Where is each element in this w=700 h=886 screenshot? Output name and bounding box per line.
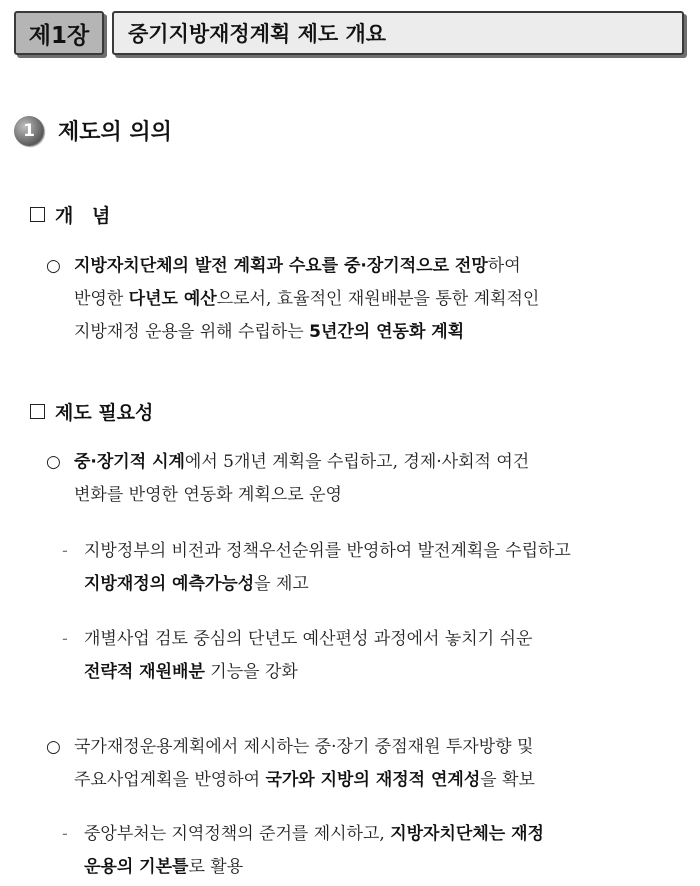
subheading-necessity — [30, 398, 153, 425]
bold-text: 5년간의 연동화 계획 — [309, 322, 465, 342]
bold-text: 운용의 기본틀 — [84, 857, 189, 877]
circled-number-icon: 1 — [14, 116, 44, 146]
bold-text: 지방재정의 예측가능성 — [84, 574, 255, 594]
necessity-dash-1 — [62, 535, 674, 601]
text: 지방정부의 비전과 정책우선순위를 반영하여 발전계획을 수립하고 — [84, 541, 571, 561]
text: 에서 5개년 계획을 수립하고, 경제·사회적 여건 — [184, 452, 530, 472]
bold-text: 중·장기적 시계 — [74, 452, 185, 472]
dash-marker: - — [62, 541, 68, 561]
bullet-circle: ○ — [46, 737, 61, 757]
subheading-concept — [30, 201, 116, 228]
text: 지방재정 운용을 위해 수립하는 — [74, 322, 310, 342]
bullet-circle: ○ — [46, 452, 61, 472]
text: 을 제고 — [254, 574, 309, 594]
bold-text: 국가와 지방의 재정적 연계성 — [265, 770, 481, 790]
necessity-dash-3 — [62, 818, 674, 884]
text: 국가재정운용계획에서 제시하는 중·장기 중점재원 투자방향 및 — [74, 737, 534, 757]
necessity-dash-2 — [62, 623, 674, 689]
section-title: 제도의 의의 — [58, 120, 172, 145]
concept-paragraph — [46, 250, 674, 349]
text: 하여 — [487, 256, 521, 276]
dash-marker: - — [62, 629, 68, 649]
chapter-label: 제1장 — [14, 11, 104, 55]
text: 로 활용 — [188, 857, 244, 877]
bullet-circle: ○ — [46, 256, 61, 276]
bold-text: 다년도 예산 — [128, 289, 217, 309]
chapter-title: 중기지방재정계획 제도 개요 — [112, 11, 684, 55]
section-heading — [14, 115, 172, 146]
text: 개별사업 검토 중심의 단년도 예산편성 과정에서 놓치기 쉬운 — [84, 629, 533, 649]
text: 을 확보 — [480, 770, 535, 790]
text: 중앙부처는 지역정책의 준거를 제시하고, — [84, 824, 391, 844]
text: 기능을 강화 — [204, 662, 298, 682]
bold-text: 지방자치단체는 재정 — [390, 824, 544, 844]
dash-marker: - — [62, 824, 68, 844]
subheading-label: 개 념 — [55, 205, 117, 227]
checkbox-square-icon — [30, 404, 45, 419]
text: 주요사업계획을 반영하여 — [74, 770, 266, 790]
subheading-label: 제도 필요성 — [55, 402, 154, 424]
text: 반영한 — [74, 289, 129, 309]
bold-text: 지방자치단체의 발전 계획과 수요를 중·장기적으로 전망 — [74, 256, 488, 276]
necessity-paragraph-2 — [46, 731, 674, 797]
text: 변화를 반영한 연동화 계획으로 운영 — [74, 485, 342, 505]
bold-text: 전략적 재원배분 — [84, 662, 205, 682]
text: 으로서, 효율적인 재원배분을 통한 계획적인 — [216, 289, 540, 309]
checkbox-square-icon — [30, 207, 45, 222]
necessity-paragraph-1 — [46, 446, 674, 512]
